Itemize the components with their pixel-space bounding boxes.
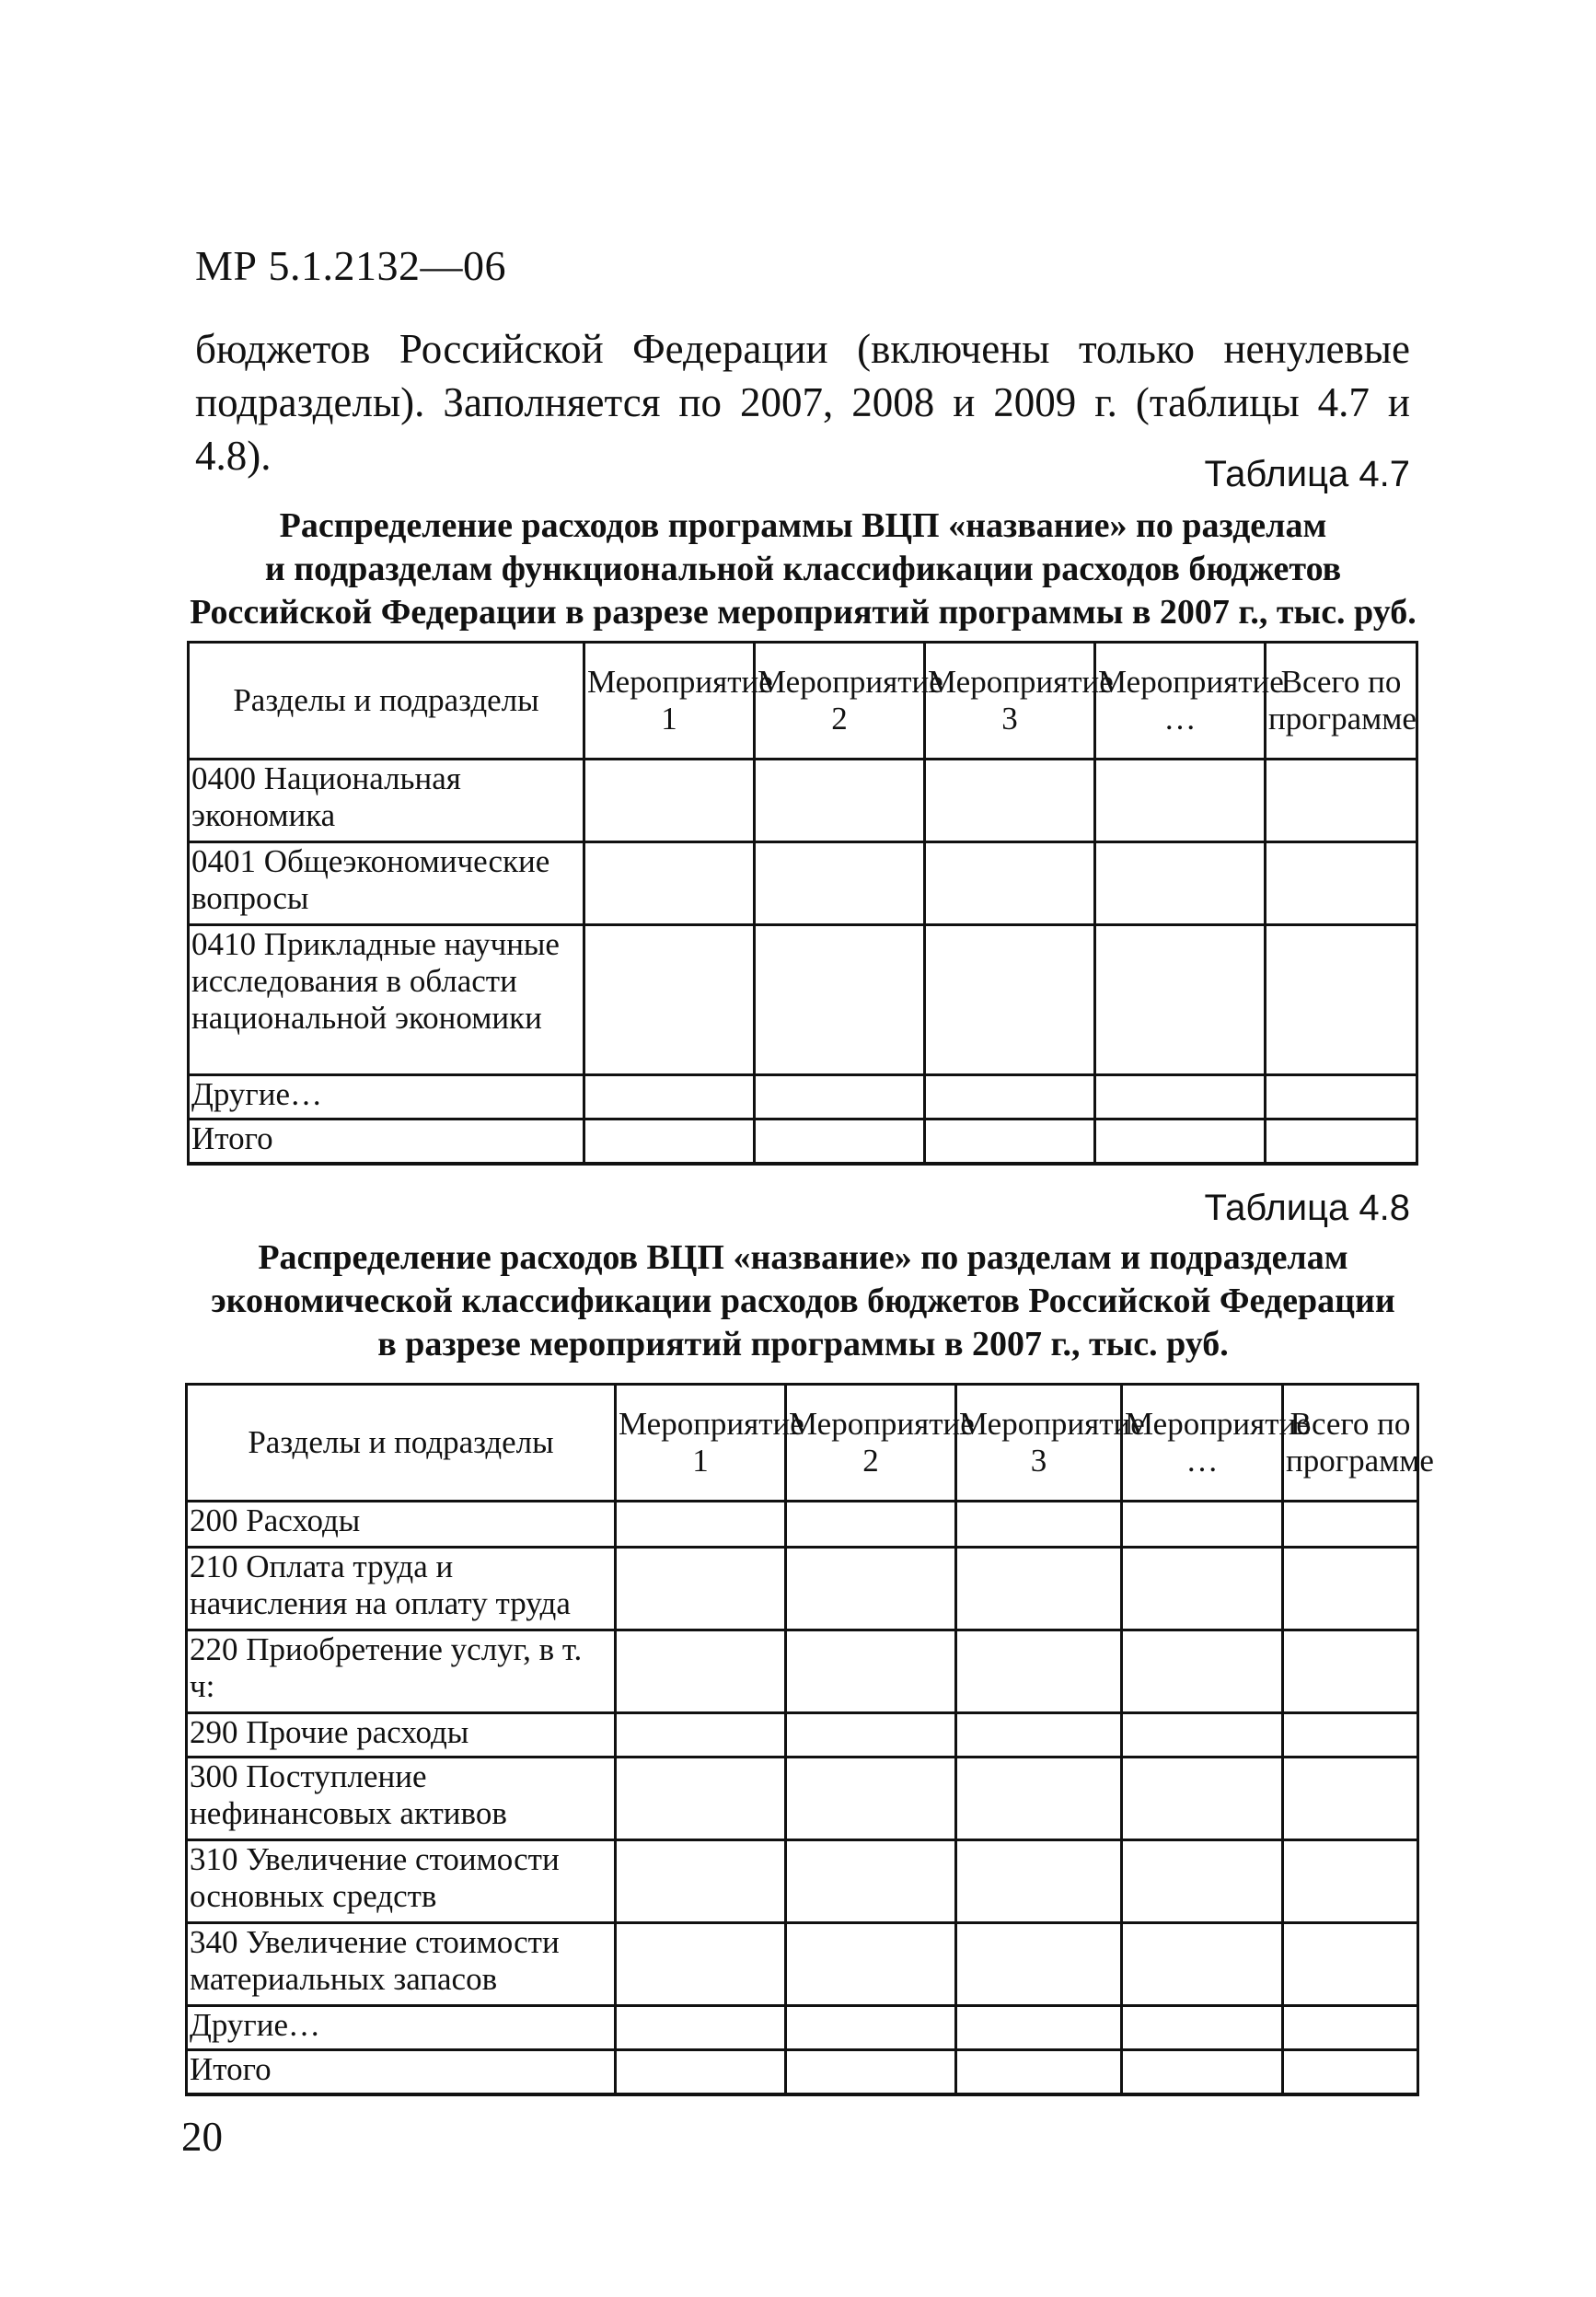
data-cell <box>755 925 925 1075</box>
data-cell <box>786 1630 956 1713</box>
table-4-8-title <box>184 1236 1422 1366</box>
column-header-event-3: Мероприятие 3 <box>925 643 1095 760</box>
data-cell <box>1122 2050 1283 2094</box>
table-4-7-title-line: Распределение расходов программы ВЦП «название» по разделам <box>279 506 1327 545</box>
table-4-7-label: Таблица 4.7 <box>1204 454 1410 494</box>
data-cell <box>1122 1758 1283 1840</box>
table-4-7-title <box>184 505 1422 634</box>
data-cell <box>616 1630 786 1713</box>
column-header-event-2: Мероприятие 2 <box>786 1385 956 1502</box>
table-row <box>187 1840 1418 1923</box>
data-cell <box>1283 1630 1418 1713</box>
data-cell <box>1122 1840 1283 1923</box>
data-cell <box>786 1758 956 1840</box>
data-cell <box>1095 760 1266 842</box>
data-cell <box>786 1923 956 2006</box>
data-cell <box>786 2050 956 2094</box>
page-number: 20 <box>181 2114 223 2160</box>
table-row <box>187 1923 1418 2006</box>
column-header-sections: Разделы и подразделы <box>187 1385 616 1502</box>
table-row-total <box>189 1119 1417 1164</box>
row-label: 340 Увеличение стоимости материальных запасов <box>187 1923 616 2006</box>
data-cell <box>925 842 1095 925</box>
data-cell <box>925 925 1095 1075</box>
data-cell <box>616 1713 786 1758</box>
data-cell <box>925 1075 1095 1119</box>
column-header-event-3: Мероприятие 3 <box>956 1385 1122 1502</box>
data-cell <box>616 1840 786 1923</box>
data-cell <box>786 1502 956 1548</box>
data-cell <box>616 1758 786 1840</box>
data-cell <box>956 1923 1122 2006</box>
table-4-7-title-line: Российской Федерации в разрезе мероприятий программы в 2007 г., тыс. руб. <box>190 593 1417 632</box>
row-label: Другие… <box>187 2006 616 2050</box>
data-cell <box>755 760 925 842</box>
data-cell <box>616 1923 786 2006</box>
row-label: 310 Увеличение стоимости основных средств <box>187 1840 616 1923</box>
table-4-7 <box>187 641 1418 1166</box>
table-row <box>187 1548 1418 1630</box>
data-cell <box>1283 1758 1418 1840</box>
data-cell <box>616 2050 786 2094</box>
table-4-8-title-line: экономической классификации расходов бюджетов Российской Федерации <box>211 1282 1395 1320</box>
data-cell <box>1283 1548 1418 1630</box>
data-cell <box>1095 925 1266 1075</box>
data-cell <box>584 842 755 925</box>
column-header-event-2: Мероприятие 2 <box>755 643 925 760</box>
document-code: МР 5.1.2132—06 <box>195 242 506 289</box>
data-cell <box>1283 1713 1418 1758</box>
data-cell <box>1266 1119 1417 1164</box>
data-cell <box>1283 1840 1418 1923</box>
data-cell <box>956 1502 1122 1548</box>
column-header-event-other: Мероприятие … <box>1122 1385 1283 1502</box>
table-4-8-title-line: в разрезе мероприятий программы в 2007 г., тыс. руб. <box>377 1325 1229 1363</box>
column-header-sections: Разделы и подразделы <box>189 643 584 760</box>
data-cell <box>956 1840 1122 1923</box>
row-label: Другие… <box>189 1075 584 1119</box>
table-4-8-label: Таблица 4.8 <box>1204 1188 1410 1228</box>
data-cell <box>1266 1075 1417 1119</box>
table-row <box>189 1075 1417 1119</box>
row-label: 200 Расходы <box>187 1502 616 1548</box>
intro-paragraph: бюджетов Российской Федерации (включены только ненулевые подразделы). Заполняется по 2007, 2008 и 2009 г. (таблицы 4.7 и 4.8). <box>195 326 1410 479</box>
data-cell <box>956 1713 1122 1758</box>
data-cell <box>584 760 755 842</box>
data-cell <box>1122 1548 1283 1630</box>
data-cell <box>1095 1119 1266 1164</box>
data-cell <box>786 1548 956 1630</box>
table-row <box>187 1502 1418 1548</box>
data-cell <box>1266 842 1417 925</box>
row-label: 0401 Общеэкономические вопросы <box>189 842 584 925</box>
column-header-event-other: Мероприятие … <box>1095 643 1266 760</box>
data-cell <box>1095 842 1266 925</box>
column-header-total: Всего по программе <box>1283 1385 1418 1502</box>
data-cell <box>956 1758 1122 1840</box>
data-cell <box>1283 2006 1418 2050</box>
table-4-8-title-line: Распределение расходов ВЦП «название» по разделам и подразделам <box>258 1238 1348 1277</box>
data-cell <box>584 1075 755 1119</box>
data-cell <box>1283 2050 1418 2094</box>
data-cell <box>1266 925 1417 1075</box>
data-cell <box>755 1075 925 1119</box>
data-cell <box>786 2006 956 2050</box>
table-row <box>187 1713 1418 1758</box>
row-label: 0400 Национальная экономика <box>189 760 584 842</box>
data-cell <box>925 1119 1095 1164</box>
row-label: 220 Приобретение услуг, в т. ч: <box>187 1630 616 1713</box>
table-row <box>187 1758 1418 1840</box>
data-cell <box>956 2050 1122 2094</box>
data-cell <box>1122 2006 1283 2050</box>
data-cell <box>1095 1075 1266 1119</box>
column-header-event-1: Мероприятие 1 <box>616 1385 786 1502</box>
data-cell <box>956 2006 1122 2050</box>
data-cell <box>584 925 755 1075</box>
data-cell <box>925 760 1095 842</box>
table-row <box>187 2006 1418 2050</box>
table-row <box>189 925 1417 1075</box>
column-header-total: Всего по программе <box>1266 643 1417 760</box>
data-cell <box>616 2006 786 2050</box>
row-label: 290 Прочие расходы <box>187 1713 616 1758</box>
table-row-total <box>187 2050 1418 2094</box>
column-header-event-1: Мероприятие 1 <box>584 643 755 760</box>
data-cell <box>755 1119 925 1164</box>
table-row <box>189 842 1417 925</box>
table-row <box>187 1630 1418 1713</box>
data-cell <box>584 1119 755 1164</box>
table-4-7-title-line: и подразделам функциональной классификации расходов бюджетов <box>264 550 1342 588</box>
row-label: 300 Поступление нефинансовых активов <box>187 1758 616 1840</box>
data-cell <box>755 842 925 925</box>
data-cell <box>956 1630 1122 1713</box>
data-cell <box>1122 1630 1283 1713</box>
data-cell <box>786 1840 956 1923</box>
row-label: Итого <box>189 1119 584 1164</box>
data-cell <box>786 1713 956 1758</box>
data-cell <box>1122 1502 1283 1548</box>
row-label: 210 Оплата труда и начисления на оплату труда <box>187 1548 616 1630</box>
table-4-8 <box>185 1383 1434 2096</box>
data-cell <box>616 1502 786 1548</box>
row-label: 0410 Прикладные научные исследования в области национальной экономики <box>189 925 584 1075</box>
data-cell <box>1122 1923 1283 2006</box>
data-cell <box>956 1548 1122 1630</box>
data-cell <box>1283 1923 1418 2006</box>
data-cell <box>1122 1713 1283 1758</box>
data-cell <box>1283 1502 1418 1548</box>
data-cell <box>1266 760 1417 842</box>
data-cell <box>616 1548 786 1630</box>
table-row <box>189 760 1417 842</box>
row-label: Итого <box>187 2050 616 2094</box>
